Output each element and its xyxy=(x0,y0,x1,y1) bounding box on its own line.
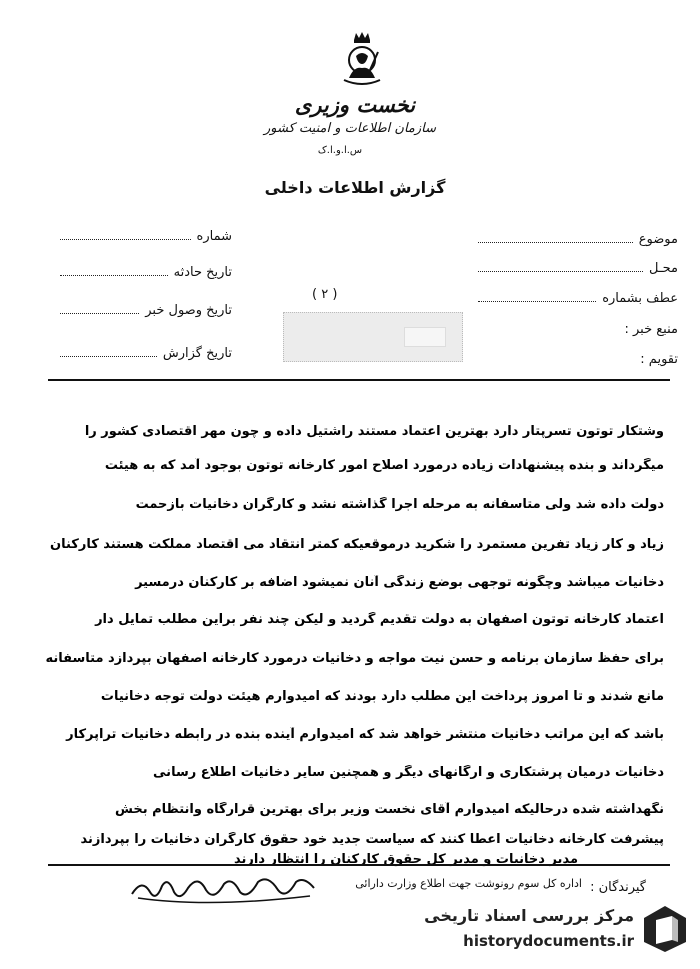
receipt-date-label: تاریخ وصول خبر xyxy=(145,303,232,318)
organization-code: س.ا.و.ا.ک xyxy=(317,145,363,156)
body-line: دخانیات میباشد وچگونه توجهی بوضع زندگی آنان نمیشود اضافه بر کارکنان درمسیر xyxy=(135,575,664,590)
body-line: میگرداند و بنده پیشنهادات زیاده درمورد اصلاح امور کارخانه توتون بوجود آمد که به هیئت xyxy=(104,458,664,473)
watermark-title: مرکز بررسی اسناد تاریخی xyxy=(424,906,634,925)
archive-logo-icon xyxy=(642,904,688,954)
recipients-label: گیرندگان : xyxy=(590,880,646,895)
source-field xyxy=(478,322,678,337)
body-line: دخانیات درمیان پرشتکاری و ارگانهای دیگر و همچنین سایر دخانیات اطلاع رسانی xyxy=(153,765,664,780)
ministry-title: نخست وزیری xyxy=(294,92,416,117)
receipt-date-line xyxy=(60,312,139,314)
body-line: اعتماد کارخانه توتون اصفهان به دولت تقدیم گردید و لیکن چند نفر براین مطلب تمایل دار xyxy=(95,612,664,627)
organization-name: سازمان اطلاعات و امنیت کشور xyxy=(263,121,437,136)
page-reference-number: ( ۲ ) xyxy=(312,287,338,302)
body-line: زیاد و کار زیاد تفرین مستمرد را شکرید درموقعیکه کمتر انتقاد می اقتصاد مملکت هستند کارکنان xyxy=(50,537,664,552)
subject-line xyxy=(478,241,633,243)
incident-date-label: تاریخ حادثه xyxy=(173,265,232,280)
evaluation-label: تقویم : xyxy=(640,352,678,367)
reference-line xyxy=(478,300,596,302)
top-divider xyxy=(48,379,670,381)
incident-date-field xyxy=(60,265,232,280)
number-label: شماره xyxy=(196,229,232,244)
redacted-stamp xyxy=(283,312,463,362)
body-line: دولت داده شد ولی متاسفانه به مرحله اجرا گذاشته نشد و کارگران دخانیات بازحمت xyxy=(135,497,664,512)
receipt-date-field xyxy=(60,303,232,318)
stamp-inner xyxy=(404,327,446,347)
subject-label: موضوع xyxy=(638,232,678,247)
evaluation-field xyxy=(478,352,678,367)
report-title: گزارش اطلاعات داخلی xyxy=(264,178,446,197)
lion-and-sun-emblem-icon xyxy=(340,30,384,86)
body-line: مانع شدند و تا امروز پرداخت این مطلب دارد بودند که امیدوارم هیئت دولت توجه دخانیات xyxy=(100,689,664,704)
subject-field xyxy=(478,232,678,247)
body-line: وشتکار توتون تسرپتار دارد بهترین اعتماد مستند راشتیل داده و چون مهر اقتصادی کشور را xyxy=(84,424,664,439)
body-line: مدیر دخانیات و مدیر کل حقوق کارکنان را انتظار دارند xyxy=(234,852,578,867)
report-date-field xyxy=(60,346,232,361)
reference-label: عطف بشماره xyxy=(602,291,678,306)
watermark-url: historydocuments.ir xyxy=(463,932,634,950)
incident-date-line xyxy=(60,274,168,276)
number-line xyxy=(60,238,191,240)
body-line: باشد که این مراتب دخانیات منتشر خواهد شد که امیدوارم آینده بنده در رابطه دخانیات تراپرکار xyxy=(66,727,664,742)
bottom-divider xyxy=(48,864,670,866)
report-date-line xyxy=(60,355,157,357)
handwritten-signature xyxy=(128,868,318,908)
reference-field xyxy=(478,291,678,306)
location-field xyxy=(478,261,678,276)
location-label: محـل xyxy=(648,261,678,276)
number-field xyxy=(60,229,232,244)
body-line: پیشرفت کارخانه دخانیات اعطا کنند که سیاست جدید خود حقوق کارگران دخانیات را بپردازند xyxy=(80,832,664,847)
report-date-label: تاریخ گزارش xyxy=(162,346,232,361)
body-line: برای حفظ سازمان برنامه و حسن نیت مواجه و دخانیات درمورد کارخانه اصفهان بپردازد متاسفانه xyxy=(45,651,664,666)
source-label: منبع خبر : xyxy=(624,322,678,337)
body-line: نگهداشته شده درحالیکه امیدوارم آقای نخست وزیر برای بهترین قرارگاه وانتظام بخش xyxy=(114,802,664,817)
location-line xyxy=(478,270,643,272)
recipients-text: اداره کل سوم رونوشت جهت اطلاع وزارت دارائی xyxy=(355,877,582,890)
